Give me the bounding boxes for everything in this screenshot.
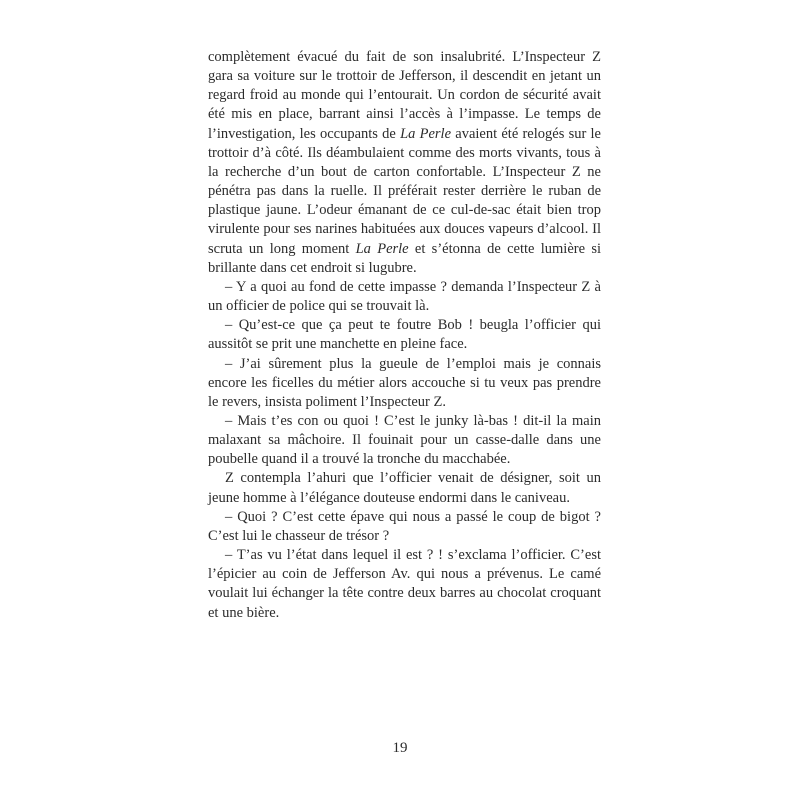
body-text: [208, 48, 601, 623]
paragraph: [208, 469, 601, 507]
text-segment: complètement évacué du fait de son insalubrité. L’Inspecteur Z gara sa voiture sur le trottoir de Jefferson, il descendit en jetant un regard froid au monde qui l’entourait. Un cordon de sécurité avait été mis en place, barrant ainsi l’accès à l’impasse. Le temps de l’investigation, les occupants de: [208, 49, 601, 142]
italic-title: La Perle: [400, 125, 452, 142]
paragraph: [208, 278, 601, 316]
text-segment: avaient été relogés sur le trottoir d’à côté. Ils déambulaient comme des morts vivants, tous à la recherche d’un bout de carton confortable. L’Inspecteur Z ne pénétra pas dans la ruelle. Il préférait rester derrière le ruban de plastique jaune. L’odeur émanant de ce cul-de-sac était bien trop virulente pour ses narines habituées aux douces vapeurs d’alcool. Il scruta un long moment: [208, 125, 601, 257]
text-segment: – Quoi ? C’est cette épave qui nous a passé le coup de bigot ? C’est lui le chasseur de trésor ?: [208, 508, 601, 544]
text-segment: Z contempla l’ahuri que l’officier venait de désigner, soit un jeune homme à l’élégance douteuse endormi dans le caniveau.: [208, 470, 601, 506]
text-segment: – Qu’est-ce que ça peut te foutre Bob ! beugla l’officier qui aussitôt se prit une manchette en pleine face.: [208, 317, 601, 353]
italic-title: La Perle: [355, 240, 409, 257]
page-number: 19: [392, 740, 408, 756]
text-segment: et s’étonna de cette lumière si brillante dans cet endroit si lugubre.: [208, 240, 601, 276]
text-segment: – J’ai sûrement plus la gueule de l’emploi mais je connais encore les ficelles du métier alors accouche si tu veux pas prendre le revers, insista poliment l’Inspecteur Z.: [208, 355, 601, 410]
text-segment: – Mais t’es con ou quoi ! C’est le junky là-bas ! dit-il la main malaxant sa mâchoire. Il fouinait pour un casse-dalle dans une poubelle quand il a trouvé la tronche du macchabée.: [208, 412, 601, 468]
text-segment: – Y a quoi au fond de cette impasse ? demanda l’Inspecteur Z à un officier de police qui se trouvait là.: [208, 278, 601, 315]
paragraph: [208, 48, 601, 278]
paragraph: [208, 546, 601, 623]
paragraph: [208, 412, 601, 469]
text-segment: – T’as vu l’état dans lequel il est ? ! s’exclama l’officier. C’est l’épicier au coin de Jefferson Av. qui nous a prévenus. Le camé voulait lui échanger la tête contre deux barres au chocolat croquant et une bière.: [208, 547, 601, 621]
paragraph: [208, 508, 601, 546]
paragraph: [208, 355, 601, 412]
paragraph: [208, 316, 601, 354]
